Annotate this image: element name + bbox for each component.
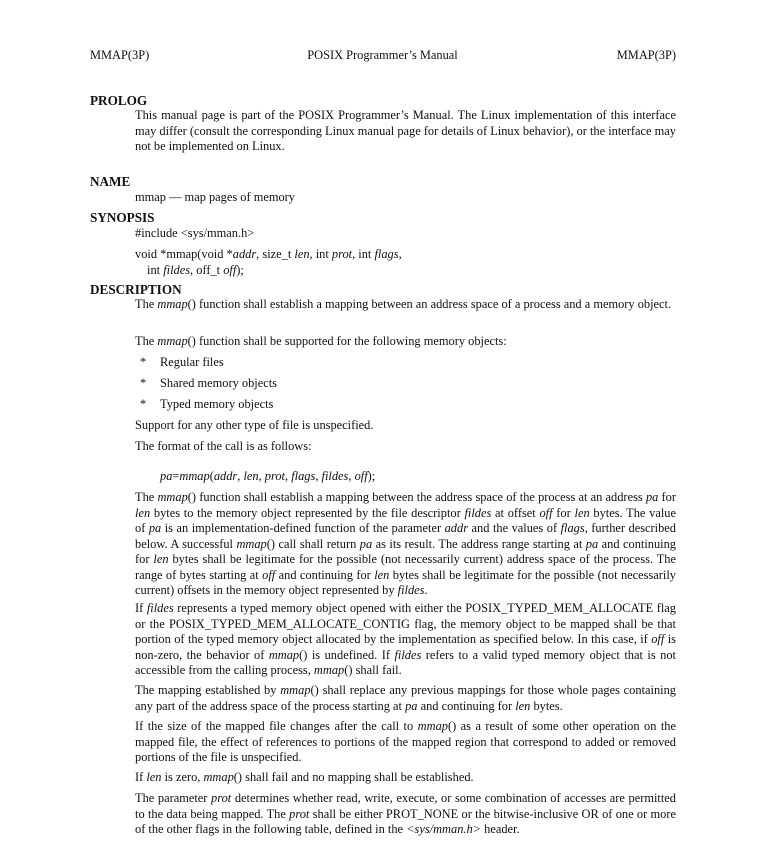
header-left: MMAP(3P) <box>90 48 150 62</box>
header-center: POSIX Programmer’s Manual <box>307 48 458 62</box>
header-right: MMAP(3P) <box>616 48 676 62</box>
bullet-item: * Shared memory objects <box>140 376 277 390</box>
synopsis-include: #include <sys/mman.h> <box>135 226 255 240</box>
description-p9: The parameter prot determines whether read, write, execute, or some combination of accesses are permitted to the data being mapped. The prot shall be either PROT_NONE or the bitwise-inclusive OR of one or more of the other flags in the following table, defined in the <sys/mman.h> header. <box>135 791 676 836</box>
section-name: NAME <box>90 174 131 189</box>
bullet-item: * Regular files <box>140 355 224 369</box>
section-description: DESCRIPTION <box>90 282 182 297</box>
description-p4: The format of the call is as follows: <box>135 439 312 453</box>
description-p6: If fildes represents a typed memory object opened with either the POSIX_TYPED_MEM_ALLOCATE flag or the POSIX_TYPED_MEM_ALLOCATE_CONTIG flag, the memory object to be mapped shall be that portion of the typed memory object allocated by the implementation as specified below. In this case, if off is non-zero, the behavior of mmap() is undefined. If fildes refers to a valid typed memory object that is not accessible from the calling process, mmap() shall fail. <box>135 601 676 677</box>
call-format: pa=mmap(addr, len, prot, flags, fildes, off); <box>160 469 376 483</box>
section-synopsis: SYNOPSIS <box>90 210 155 225</box>
description-p8: If len is zero, mmap() shall fail and no mapping shall be established. <box>135 770 474 784</box>
description-p1: The mmap() function shall establish a mapping between an address space of a process and a memory object. <box>135 297 672 311</box>
prolog-text: This manual page is part of the POSIX Programmer’s Manual. The Linux implementation of this interface may differ (consult the corresponding Linux manual page for details of Linux behavior), or the interface may not be implemented on Linux. <box>135 108 676 153</box>
bullet-item: * Typed memory objects <box>140 397 274 411</box>
synopsis-prototype: void *mmap(void *addr, size_t len, int prot, int flags, int fildes, off_t off); <box>135 247 402 277</box>
description-p7b: If the size of the mapped file changes after the call to mmap() as a result of some other operation on the mapped file, the effect of references to portions of the mapped region that correspond to added or removed portions of the file is unspecified. <box>135 719 676 764</box>
section-prolog: PROLOG <box>90 93 148 108</box>
description-p7: The mapping established by mmap() shall replace any previous mappings for those whole pages containing any part of the address space of the process starting at pa and continuing for len bytes. <box>135 683 676 713</box>
name-text: mmap — map pages of memory <box>135 190 296 204</box>
description-p3: Support for any other type of file is unspecified. <box>135 418 374 432</box>
description-p5: The mmap() function shall establish a mapping between the address space of the process at an address pa for len bytes to the memory object represented by the file descriptor fildes at offset off for len bytes. The value of pa is an implementation-defined function of the parameter addr and the values of flags, further described below. A successful mmap() call shall return pa as its result. The address range starting at pa and continuing for len bytes shall be legitimate for the possible (not necessarily current) address space of the process. The range of bytes starting at off and continuing for len bytes shall be legitimate for the possible (not necessarily current) offsets in the memory object represented by fildes. <box>135 490 677 597</box>
description-p2: The mmap() function shall be supported for the following memory objects: <box>135 334 507 348</box>
